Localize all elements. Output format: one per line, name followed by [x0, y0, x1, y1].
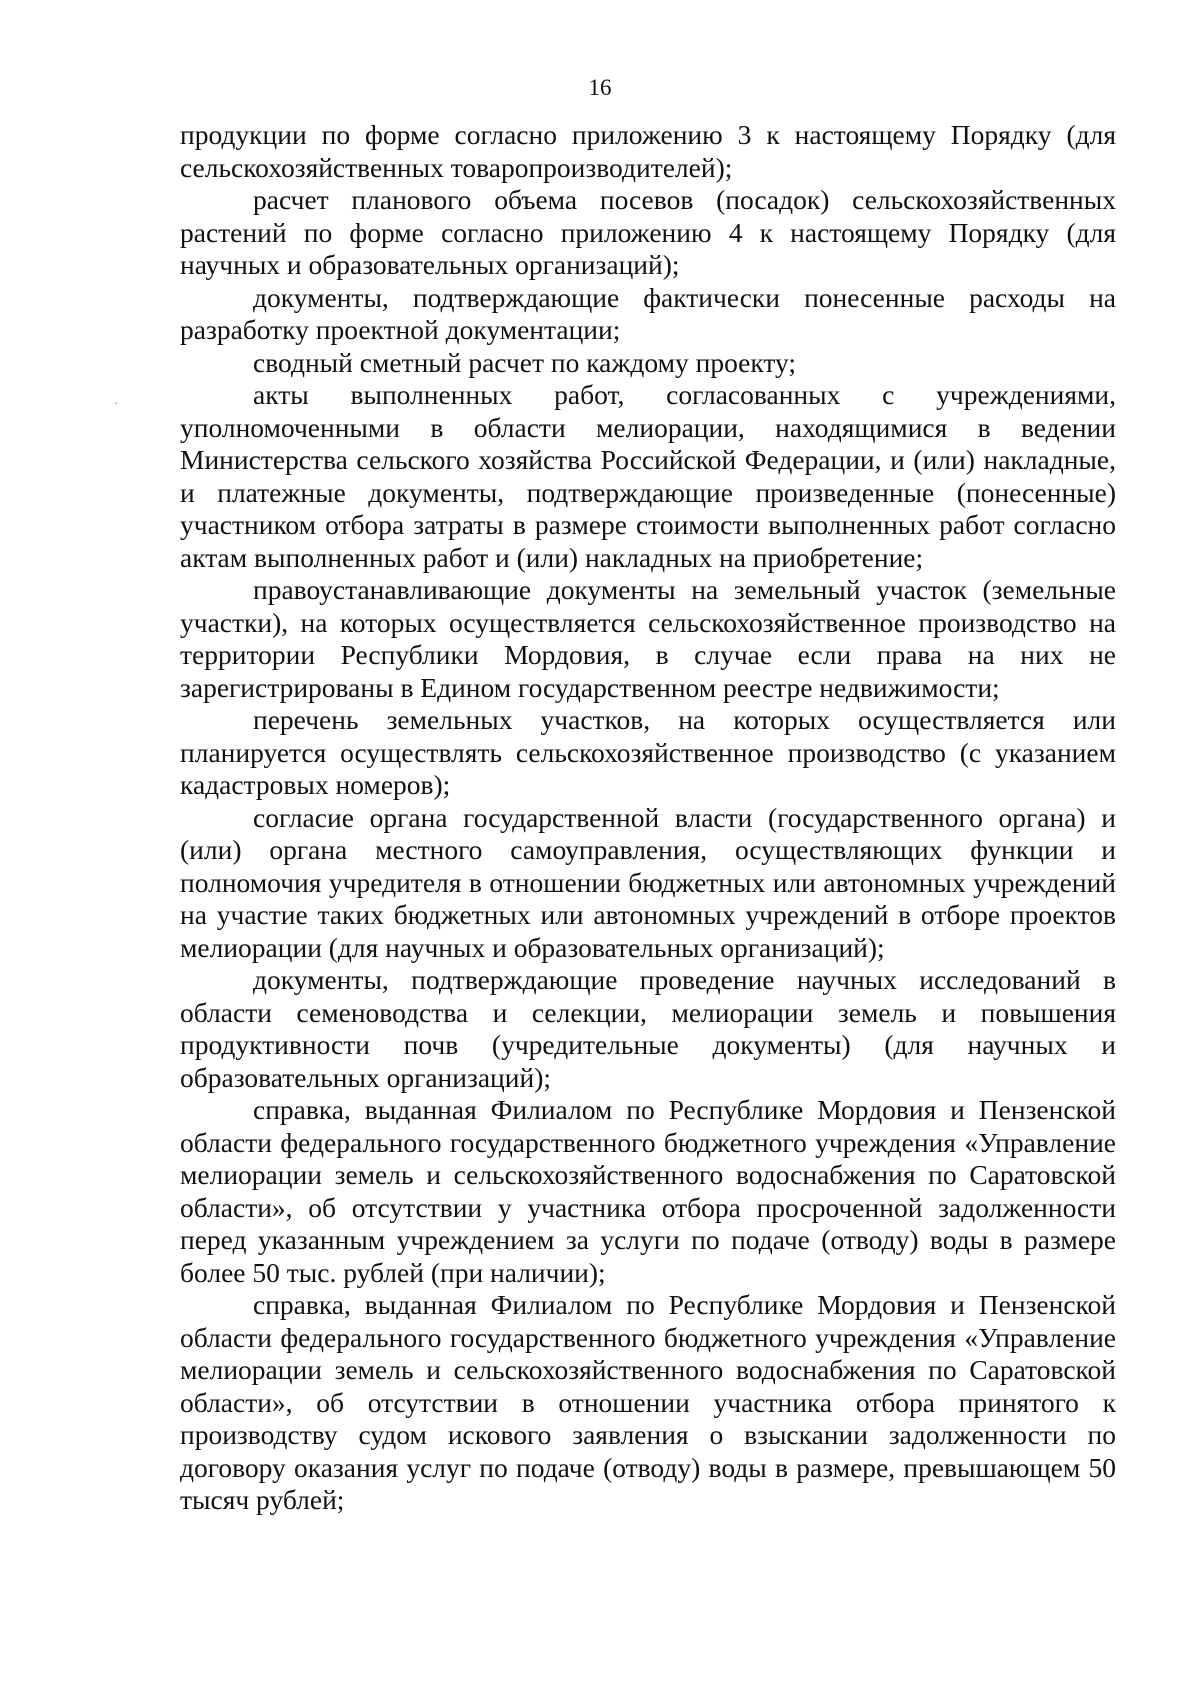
- margin-mark: ·: [114, 397, 119, 412]
- paragraph-continued: продукции по форме согласно приложению 3 к настоящему Порядку (для сельскохозяйственных товаропроизводителей);: [180, 119, 1116, 183]
- paragraph-design-expense-documents: документы, подтверждающие фактически понесенные расходы на разработку проектной документации;: [180, 281, 1116, 345]
- paragraph-planned-sowing-calculation: расчет планового объема посевов (посадок) сельскохозяйственных растений по форме согласно приложению 4 к настоящему Порядку (для научных и образовательных организаций);: [180, 184, 1116, 280]
- paragraph-lawsuit-certificate: справка, выданная Филиалом по Республике Мордовия и Пензенской области федерального государственного бюджетного учреждения «Управление мелиорации земель и сельскохозяйственного водоснабжения по Саратовской области», об отсутствии в отношении участника отбора принятого к производству судом искового заявления о взыскании задолженности по договору оказания услуг по подаче (отводу) воды в размере, превышающем 50 тысяч рублей;: [180, 1289, 1116, 1515]
- document-body: [180, 119, 1116, 1517]
- paragraph-work-acts: акты выполненных работ, согласованных с учреждениями, уполномоченными в области мелиорации, находящимися в ведении Министерства сельского хозяйства Российской Федерации, и (или) накладные, и платежные документы, подтверждающие произведенные (понесенные) участником отбора затраты в размере стоимости выполненных работ согласно актам выполненных работ и (или) накладных на приобретение;: [180, 379, 1116, 573]
- paragraph-land-title-documents: правоустанавливающие документы на земельный участок (земельные участки), на которых осуществляется сельскохозяйственное производство на территории Республики Мордовия, в случае если права на них не зарегистрированы в Едином государственном реестре недвижимости;: [180, 574, 1116, 703]
- paragraph-land-plot-list: перечень земельных участков, на которых осуществляется или планируется осуществлять сельскохозяйственное производство (с указанием кадастровых номеров);: [180, 704, 1116, 800]
- paragraph-debt-certificate: справка, выданная Филиалом по Республике Мордовия и Пензенской области федерального государственного бюджетного учреждения «Управление мелиорации земель и сельскохозяйственного водоснабжения по Саратовской области», об отсутствии у участника отбора просроченной задолженности перед указанным учреждением за услуги по подаче (отводу) воды в размере более 50 тыс. рублей (при наличии);: [180, 1094, 1116, 1288]
- page-number: 16: [588, 75, 612, 100]
- paragraph-founder-consent: согласие органа государственной власти (государственного органа) и (или) органа местного самоуправления, осуществляющих функции и полномочия учредителя в отношении бюджетных или автономных учреждений на участие таких бюджетных или автономных учреждений в отборе проектов мелиорации (для научных и образовательных организаций);: [180, 801, 1116, 963]
- paragraph-cost-estimate: сводный сметный расчет по каждому проекту;: [253, 346, 797, 378]
- paragraph-research-documents: документы, подтверждающие проведение научных исследований в области семеноводства и селекции, мелиорации земель и повышения продуктивности почв (учредительные документы) (для научных и образовательных организаций);: [180, 964, 1116, 1093]
